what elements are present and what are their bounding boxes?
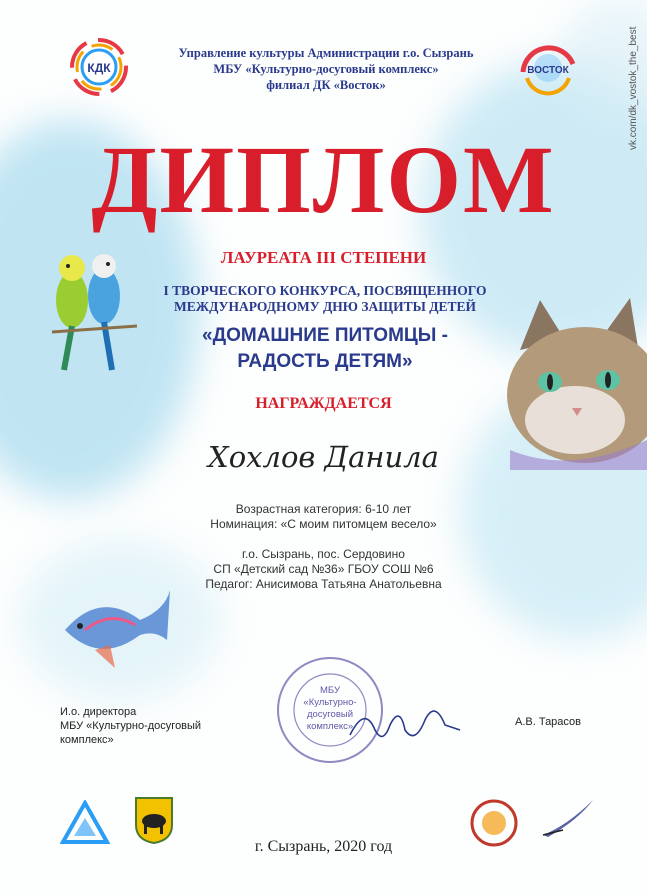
kdk-logo: [68, 36, 130, 98]
contest-line: I ТВОРЧЕСКОГО КОНКУРСА, ПОСВЯЩЕННОГО: [163, 283, 487, 298]
stamp-text-line: МБУ: [320, 685, 340, 696]
award-details: [0, 502, 647, 592]
contest-name: [150, 323, 500, 375]
quill-logo-icon: [538, 795, 598, 840]
stamp-text-line: «Культурно-: [303, 697, 357, 708]
teacher: Педагог: Анисимова Татьяна Анатольевна: [205, 577, 442, 591]
footer-city-year: г. Сызрань, 2020 год: [254, 838, 393, 855]
school: СП «Детский сад №36» ГБОУ СОШ №6: [213, 562, 434, 576]
diploma-title: ДИПЛОМ: [91, 126, 556, 233]
signatory-role: [60, 705, 230, 747]
vostok-logo-text: ВОСТОК: [527, 65, 569, 76]
header-organization: [140, 45, 512, 93]
budgies-illustration: [42, 240, 142, 380]
age-category: Возрастная категория: 6-10 лет: [235, 502, 412, 516]
recipient-name: Хохлов Данила: [208, 440, 439, 474]
location: г.о. Сызрань, пос. Сердовино: [242, 547, 405, 561]
contest-name-line: РАДОСТЬ ДЕТЯМ»: [237, 351, 413, 372]
vk-link[interactable]: vk.com/dk_vostok_the_best: [628, 26, 639, 150]
handwritten-signature: [345, 700, 465, 750]
laureate-degree: ЛАУРЕАТА III СТЕПЕНИ: [220, 248, 427, 267]
fish-illustration: [55, 580, 175, 670]
signatory-role-line: комплекс»: [60, 734, 114, 746]
contest-name-line: «ДОМАШНИЕ ПИТОМЦЫ -: [202, 325, 448, 346]
nomination: Номинация: «С моим питомцем весело»: [210, 517, 437, 531]
contest-line: МЕЖДУНАРОДНОМУ ДНЮ ЗАЩИТЫ ДЕТЕЙ: [173, 299, 477, 314]
signatory-name: А.В. Тарасов: [515, 716, 582, 728]
awarded-label: НАГРАЖДАЕТСЯ: [255, 395, 392, 412]
kdk-logo-text: КДК: [87, 61, 111, 75]
contest-description: [160, 283, 490, 315]
header-line: филиал ДК «Восток»: [266, 78, 386, 92]
header-line: Управление культуры Администрации г.о. Сызрань: [178, 46, 474, 60]
vostok-logo: [515, 38, 581, 100]
signatory-role-line: МБУ «Культурно-досуговый: [60, 720, 202, 732]
stamp-text-line: досуговый: [306, 709, 354, 720]
header-line: МБУ «Культурно-досуговый комплекс»: [213, 62, 439, 76]
stamp-text-line: комплекс»: [306, 721, 354, 732]
signatory-role-line: И.о. директора: [60, 706, 137, 718]
